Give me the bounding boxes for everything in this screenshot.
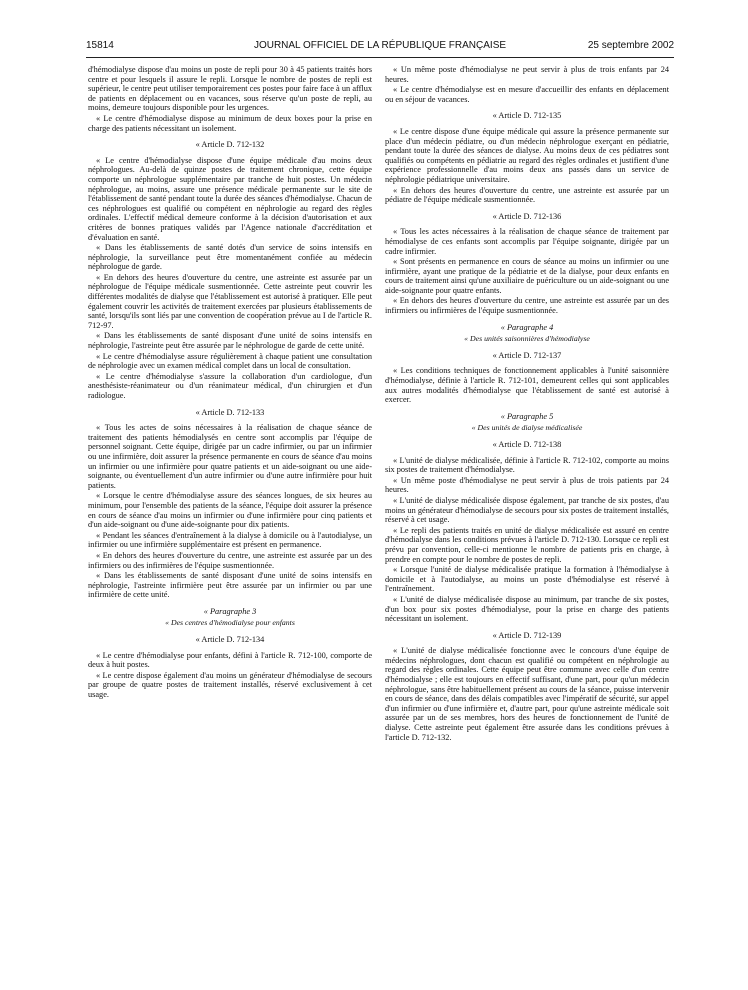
paragraph: « En dehors des heures d'ouverture du centre, une astreinte est assurée par un néphrologue de l'équipe médicale susmentionnée. Cette astreinte peut couvrir les différentes modalités de dialyse que l'établissement est autorisé à pratiquer. Elle peut également couvrir les activités de traitement exercées par plusieurs établissements de santé, lorsqu'ils sont liés par une convention de coopération prévue au I de l'article R. 712-97. [88, 272, 372, 330]
paragraph-heading: « Paragraphe 3 [203, 606, 257, 616]
paragraph: « Sont présents en permanence en cours de séance au moins un infirmier ou une infirmière, ayant une pratique de la pédiatrie et de la dialyse, pour deux enfants en cours de traitement ainsi qu'une auxiliaire de puériculture ou un aide-soignant ou une aide-soignante pour quatre enfants. [385, 257, 669, 295]
paragraph: « Pendant les séances d'entraînement à la dialyse à domicile ou à l'autodialyse, un infirmier ou une infirmière supplémentaire est présent en permanence. [88, 530, 372, 550]
section-subtitle: « Des centres d'hémodialyse pour enfants [165, 618, 295, 628]
paragraph-heading: « Paragraphe 4 [500, 322, 554, 332]
article-heading: « Article D. 712-132 [195, 140, 265, 150]
article-heading: « Article D. 712-137 [492, 350, 562, 360]
article-heading: « Article D. 712-138 [492, 440, 562, 449]
paragraph: « Lorsque l'unité de dialyse médicalisée pratique la formation à l'hémodialyse à domicile et à l'autodialyse, au moins un poste d'hémodialyse est réservé à l'entraînement. [385, 565, 669, 594]
paragraph: « Dans les établissements de santé disposant d'une unité de soins intensifs en néphrologie, l'astreinte peut être assurée par le néphrologue de garde de cette unité. [88, 331, 372, 351]
paragraph: « Le centre dispose également d'au moins un générateur d'hémodialyse de secours par groupe de quatre postes de traitement installés, réservé exclusivement à cet usage. [88, 670, 372, 700]
paragraph: « Le centre dispose d'une équipe médicale qui assure la présence permanente sur place d'un médecin pédiatre, ou d'un médecin néphrologue exerçant en pédiatrie, pendant toute la durée des séances de dialyse. Au moins deux de ces pédiatres sont qualifiés ou compétents en pédiatrie au regard des règles ordinales et justifient d'une expérience professionnelle d'au moins deux ans passés dans un service de néphrologie pédiatrique universitaire. [385, 126, 669, 184]
paragraph: « Le repli des patients traités en unité de dialyse médicalisée est assuré en centre d'hémodialyse dans les conditions prévues à l'article D. 712-130. Lorsque ce repli est prévu par convention, celle-ci mentionne le nombre de patients pris en charge, à prendre en compte pour le nombre de postes de repli. [385, 525, 669, 564]
page-number: 15814 [86, 40, 114, 51]
paragraph: « En dehors des heures d'ouverture du centre, une astreinte est assurée par un des infirmiers ou des infirmières de l'équipe susmentionnée. [88, 550, 372, 570]
paragraph: « L'unité de dialyse médicalisée fonctionne avec le concours d'une équipe de médecins néphrologues, dont chacun est qualifié ou compétent en néphrologie au regard des règles ordinales. Cette équipe peut être commune avec celle d'un centre d'hémodialyse ; elle est toujours en effectif suffisant, d'une part, pour qu'un médecin néphrologue, sans être habituellement présent au cours de la séance, puisse intervenir en cours de séance, dans des délais compatibles avec l'impératif de sécurité, sur appel d'un infirmier ou d'une infirmière et, d'autre part, pour qu'une astreinte médicale soit assurée par un de ses membres, hors des heures de fonctionnement de l'unité de dialyse. Cette astreinte peut également être assurée dans les conditions prévues à l'article D. 712-132. [385, 646, 669, 742]
paragraph: « L'unité de dialyse médicalisée dispose également, par tranche de six postes, d'au moins un générateur d'hémodialyse de secours pour six postes de traitement installés, réservé à cet usage. [385, 495, 669, 525]
paragraph: « Tous les actes nécessaires à la réalisation de chaque séance de traitement par hémodialyse de ces enfants sont accomplis par l'équipe soignante, dirigée par un cadre infirmier. [385, 227, 669, 256]
paragraph: « Un même poste d'hémodialyse ne peut servir à plus de trois enfants par 24 heures. [385, 65, 669, 84]
paragraph: « Le centre d'hémodialyse pour enfants, défini à l'article R. 712-100, comporte de deux à huit postes. [88, 650, 372, 670]
paragraph: « Le centre d'hémodialyse est en mesure d'accueillir des enfants en déplacement ou en séjour de vacances. [385, 85, 669, 104]
publication-date: 25 septembre 2002 [587, 40, 674, 51]
article-heading: « Article D. 712-136 [492, 211, 562, 221]
paragraph: « Le centre d'hémodialyse assure régulièrement à chaque patient une consultation de néphrologie avec un examen médical complet dans un local de consultation. [88, 351, 372, 371]
header-rule [86, 57, 674, 58]
paragraph: « Le centre d'hémodialyse dispose au minimum de deux boxes pour la prise en charge des patients nécessitant un isolement. [88, 113, 372, 133]
article-heading: « Article D. 712-135 [492, 111, 562, 121]
article-heading: « Article D. 712-133 [195, 407, 265, 417]
right-column [385, 65, 669, 743]
article-heading: « Article D. 712-134 [195, 635, 265, 645]
section-subtitle: « Des unités de dialyse médicalisée [471, 423, 583, 433]
journal-title: JOURNAL OFFICIEL DE LA RÉPUBLIQUE FRANÇAISE [253, 40, 507, 51]
paragraph: « Les conditions techniques de fonctionnement applicables à l'unité saisonnière d'hémodialyse, définie à l'article R. 712-101, demeurent celles qui sont applicables aux autres modalités d'hémodialyse que l'établissement de santé est autorisé à exercer. [385, 366, 669, 405]
left-column [88, 65, 372, 701]
paragraph: « L'unité de dialyse médicalisée, définie à l'article R. 712-102, comporte au moins six postes de traitement d'hémodialyse. [385, 455, 669, 475]
paragraph: « Un même poste d'hémodialyse ne peut servir à plus de trois patients par 24 heures. [385, 475, 669, 495]
article-heading: « Article D. 712-139 [492, 630, 562, 640]
section-subtitle: « Des unités saisonnières d'hémodialyse [464, 334, 590, 344]
paragraph: « Dans les établissements de santé dotés d'un service de soins intensifs en néphrologie, la surveillance peut être momentanément confiée au médecin néphrologue de garde. [88, 243, 372, 272]
page-header [86, 40, 674, 54]
paragraph: « L'unité de dialyse médicalisée dispose au minimum, par tranche de six postes, d'un box pour six postes d'hémodialyse, pour la prise en charge des patients nécessitant un isolement. [385, 594, 669, 624]
paragraph: « Lorsque le centre d'hémodialyse assure des séances longues, de six heures au minimum, pour l'ensemble des patients de la séance, l'équipe doit assurer la présence en cours de séance d'au moins un infirmier ou d'une infirmière pour cinq patients et d'un aide-soignant ou d'une aide-soignante pour dix patients. [88, 491, 372, 530]
paragraph: « Dans les établissements de santé disposant d'une unité de soins intensifs en néphrologie, l'astreinte infirmière peut être assurée par un infirmier ou par une infirmière de cette unité. [88, 571, 372, 600]
paragraph: « En dehors des heures d'ouverture du centre, une astreinte est assurée par un pédiatre de l'équipe médicale susmentionnée. [385, 185, 669, 205]
paragraph-continued: d'hémodialyse dispose d'au moins un poste de repli pour 30 à 45 patients traités hors centre et pour lesquels il assure le repli. Lorsque le nombre de postes de repli est supérieur, le centre peut utiliser temporairement ces postes pour faire face à un afflux de patients en déplacement ou en vacances, sous réserve qu'un poste de repli, au moins, demeure toujours disponible pour les urgences. [88, 65, 372, 113]
paragraph: « En dehors des heures d'ouverture du centre, une astreinte est assurée par un des infirmiers ou infirmières de l'équipe susmentionnée. [385, 296, 669, 316]
paragraph: « Tous les actes de soins nécessaires à la réalisation de chaque séance de traitement des patients hémodialysés en centre sont accomplis par l'équipe de personnel soignant. Cette équipe, dirigée par un cadre infirmier, ou par un infirmier ou une infirmière, doit assurer la présence permanente en cours de séance d'au moins un infirmier ou une infirmière pour quatre patients et un aide-soignant ou une aide-soignante, ou éventuellement d'un autre infirmier ou d'une autre infirmière pour huit patients. [88, 423, 372, 490]
paragraph: « Le centre d'hémodialyse dispose d'une équipe médicale d'au moins deux néphrologues. Au-delà de quinze postes de traitement chronique, cette équipe comporte un néphrologue supplémentaire par tranche de huit postes. Un médecin néphrologue, au moins, assure une présence médicale permanente sur le site de l'établissement de santé pendant toute la durée des séances d'hémodialyse. Chacun de ces néphrologues est qualifié ou compétent en néphrologie au regard des règles ordinales. L'effectif médical demeure conforme à la décision d'autorisation et aux critères de bonnes pratiques validés par l'Agence nationale d'accréditation et d'évaluation en santé. [88, 155, 372, 242]
paragraph: « Le centre d'hémodialyse s'assure la collaboration d'un cardiologue, d'un anesthésiste-réanimateur ou d'un réanimateur médical, d'un chirurgien et d'un radiologue. [88, 371, 372, 400]
paragraph-heading: « Paragraphe 5 [500, 411, 554, 421]
